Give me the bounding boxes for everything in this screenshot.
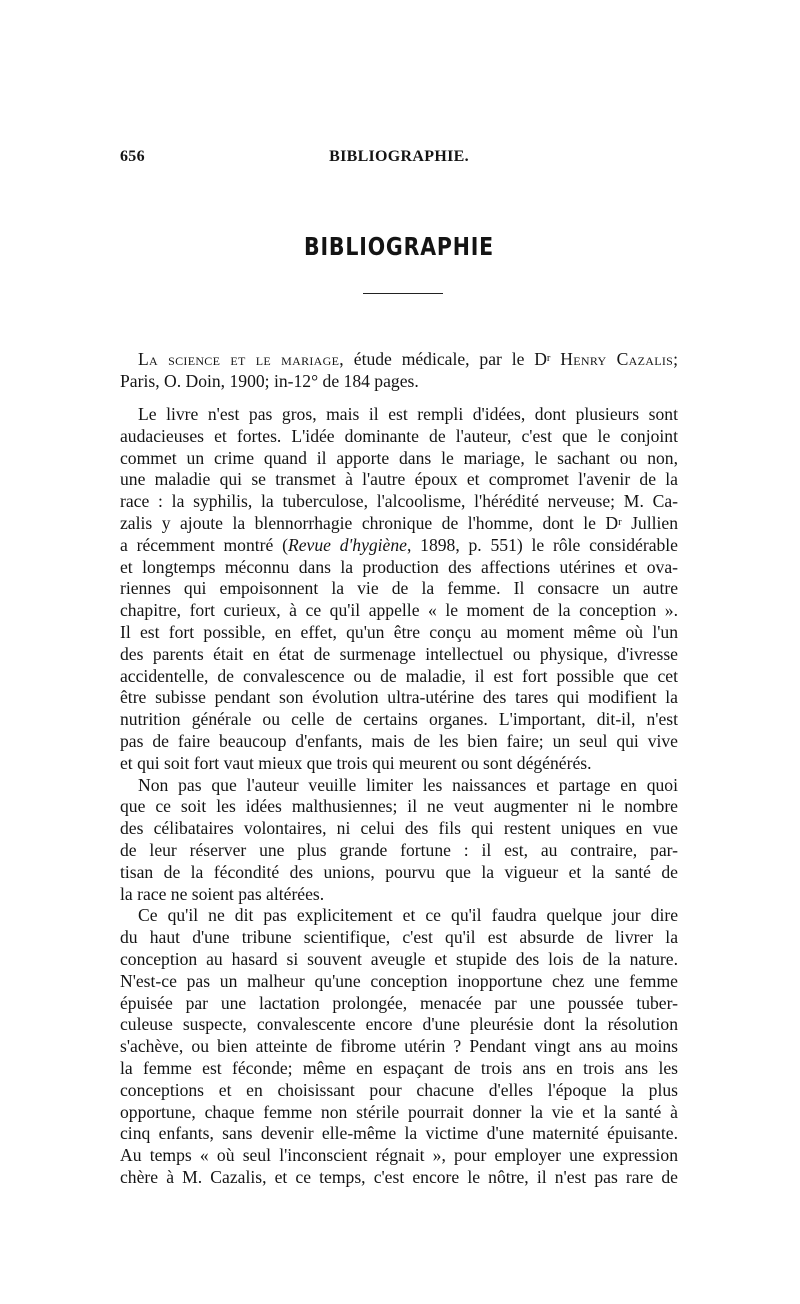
text-line: chère à M. Cazalis, et ce temps, c'est encore le nôtre, il n'est pas rare de <box>120 1166 678 1187</box>
journal-title: Revue d'hygiène <box>287 534 407 555</box>
text-line: épuisée par une lactation prolongée, menacée par une poussée tuber- <box>120 992 678 1013</box>
citation <box>120 349 678 393</box>
text-line: chapitre, fort curieux, à ce qu'il appelle « le moment de la conception ». <box>120 600 678 621</box>
citation-line-1: La science et le mariage, étude médicale, par le $D^r$ Henry Cazalis; <box>138 349 678 369</box>
text-line: zalis y ajoute la blennorrhagie chronique de l'homme, dont le $D^r$ Jullien <box>120 512 678 533</box>
text-line: a récemment montré (Revue d'hygiène, 1898, p. 551) le rôle considérable <box>120 534 678 555</box>
text-line: cinq enfants, sans devenir elle-même la victime d'une maternité épuisante. <box>120 1123 678 1144</box>
text-line: nutrition générale ou celle de certains organes. L'important, dit-il, n'est <box>120 709 678 730</box>
page-number: 656 <box>120 148 145 165</box>
text-line: audacieuses et fortes. L'idée dominante de l'auteur, c'est que le conjoint <box>120 425 678 446</box>
author-name: Henry Cazalis <box>560 349 674 369</box>
citation-line-2: Paris, O. Doin, 1900; in-12° de 184 pages. <box>120 370 419 391</box>
text-line: riennes qui empoisonnent la vie de la femme. Il consacre un autre <box>120 578 678 599</box>
paragraph-1 <box>120 404 678 775</box>
running-head <box>120 148 678 172</box>
text-line: être subisse pendant son évolution ultra-utérine des tares qui modifient la <box>120 687 678 708</box>
text-line: opportune, chaque femme non stérile pourrait donner la vie et la santé à <box>120 1101 678 1122</box>
text-line: Le livre n'est pas gros, mais il est rempli d'idées, dont plusieurs sont <box>138 404 678 424</box>
text-line: que ce soit les idées malthusiennes; il ne veut augmenter ni le nombre <box>120 796 678 817</box>
text-line: tisan de la fécondité des unions, pourvu que la vigueur et la santé de <box>120 861 678 882</box>
text-line: et longtemps méconnu dans la production des affections utérines et ova- <box>120 556 678 577</box>
text-line: et qui soit fort vaut mieux que trois qui meurent ou sont dégénérés. <box>120 752 592 773</box>
paragraph-2 <box>120 775 678 906</box>
text-line: Ce qu'il ne dit pas explicitement et ce qu'il faudra quelque jour dire <box>138 905 678 926</box>
book-title: La science et le mariage, <box>138 349 344 369</box>
text-line: la race ne soient pas altérées. <box>120 883 325 904</box>
text-line: accidentelle, de convalescence ou de maladie, il est fort possible que cet <box>120 665 678 686</box>
text-line: Au temps « où seul l'inconscient régnait », pour employer une expression <box>120 1145 678 1166</box>
text-line: Non pas que l'auteur veuille limiter les naissances et partage en quoi <box>138 774 678 795</box>
text-line: des parents était en état de surmenage intellectuel ou physique, d'ivresse <box>120 643 678 664</box>
text-line: s'achève, ou bien atteinte de fibrome utérin ? Pendant vingt ans au moins <box>120 1036 678 1057</box>
review-body <box>120 404 678 1189</box>
text-line: une maladie qui se transmet à l'autre époux et compromet l'avenir de la <box>120 469 678 490</box>
text-line: des célibataires volontaires, ni celui des fils qui restent uniques en vue <box>120 818 678 839</box>
section-title: BIBLIOGRAPHIE <box>304 232 494 261</box>
text-line: du haut d'une tribune scientifique, c'est qu'il est absurde de livrer la <box>120 927 678 948</box>
paragraph-3 <box>120 905 678 1188</box>
text-line: conceptions et en choisissant pour chacune d'elles l'époque la plus <box>120 1079 678 1100</box>
running-title: BIBLIOGRAPHIE. <box>329 148 469 165</box>
title-divider <box>363 293 443 294</box>
text-line: Il est fort possible, en effet, qu'un être conçu au moment même où l'un <box>120 621 678 642</box>
text-line: commet un crime quand il apporte dans le mariage, le sachant ou non, <box>120 447 678 468</box>
text-line: race : la syphilis, la tuberculose, l'alcoolisme, l'hérédité nerveuse; M. Ca- <box>120 491 678 512</box>
text-line: pas de faire beaucoup d'enfants, mais de les bien faire; un seul qui vive <box>120 730 678 751</box>
text-line: la femme est féconde; même en espaçant de trois ans en trois ans les <box>120 1057 678 1078</box>
text-line: N'est-ce pas un malheur qu'une conception inopportune chez une femme <box>120 970 678 991</box>
text-line: de leur réserver une plus grande fortune : il est, au contraire, par- <box>120 839 678 860</box>
text-line: culeuse suspecte, convalescente encore d'une pleurésie dont la résolution <box>120 1014 678 1035</box>
text-line: conception au hasard si souvent aveugle et stupide des lois de la nature. <box>120 948 678 969</box>
